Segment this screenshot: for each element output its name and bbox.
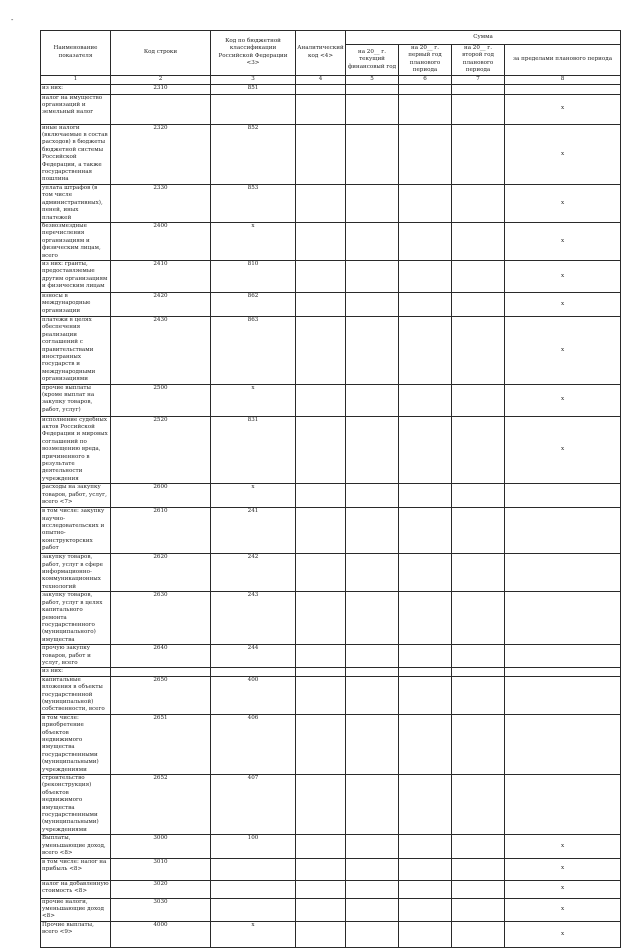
row-first-plan-year [399, 184, 452, 222]
row-budget-code: 242 [211, 554, 296, 592]
row-name: Прочие выплаты, всего <9> [41, 921, 111, 947]
row-line-code [111, 668, 211, 676]
row-first-plan-year [399, 858, 452, 880]
row-second-plan-year [452, 775, 505, 835]
row-beyond-plan [505, 668, 621, 676]
row-analytic-code [296, 858, 346, 880]
row-name: в том числе: налог на прибыль <8> [41, 858, 111, 880]
row-second-plan-year [452, 554, 505, 592]
row-name: в том числе: приобретение объектов недвижимого имущества государственными (муниципальными) учреждениями [41, 714, 111, 774]
row-budget-code: 862 [211, 292, 296, 316]
column-number: 8 [505, 75, 621, 84]
row-budget-code [211, 880, 296, 898]
row-current-year [346, 292, 399, 316]
table-row [41, 898, 621, 921]
row-budget-code: 100 [211, 835, 296, 858]
row-analytic-code [296, 676, 346, 714]
row-budget-code: 407 [211, 775, 296, 835]
row-analytic-code [296, 84, 346, 94]
row-current-year [346, 508, 399, 554]
row-first-plan-year [399, 714, 452, 774]
row-first-plan-year [399, 554, 452, 592]
row-budget-code [211, 94, 296, 124]
table-row [41, 858, 621, 880]
row-analytic-code [296, 645, 346, 668]
row-second-plan-year [452, 921, 505, 947]
row-current-year [346, 484, 399, 508]
row-line-code: 2500 [111, 384, 211, 416]
row-name: Выплаты, уменьшающие доход, всего <8> [41, 835, 111, 858]
table-row [41, 484, 621, 508]
row-line-code: 2310 [111, 84, 211, 94]
row-budget-code: 863 [211, 316, 296, 384]
row-budget-code: x [211, 222, 296, 260]
row-name: из них: [41, 84, 111, 94]
row-name: платежи в целях обеспечения реализации соглашений с правительствами иностранных государств и международными организациями [41, 316, 111, 384]
row-current-year [346, 184, 399, 222]
column-number: 3 [211, 75, 296, 84]
row-first-plan-year [399, 592, 452, 645]
row-line-code: 2600 [111, 484, 211, 508]
row-name: взносы в международные организации [41, 292, 111, 316]
row-second-plan-year [452, 260, 505, 292]
row-line-code: 4000 [111, 921, 211, 947]
row-first-plan-year [399, 384, 452, 416]
row-name: уплата штрафов (в том числе административных), пеней, иных платежей [41, 184, 111, 222]
row-first-plan-year [399, 775, 452, 835]
row-second-plan-year [452, 858, 505, 880]
row-beyond-plan: x [505, 184, 621, 222]
row-line-code: 3000 [111, 835, 211, 858]
row-budget-code: x [211, 921, 296, 947]
row-analytic-code [296, 184, 346, 222]
row-budget-code: 241 [211, 508, 296, 554]
row-line-code: 3020 [111, 880, 211, 898]
row-second-plan-year [452, 676, 505, 714]
row-analytic-code [296, 554, 346, 592]
row-name: расходы на закупку товаров, работ, услуг, всего <7> [41, 484, 111, 508]
row-budget-code: 243 [211, 592, 296, 645]
row-beyond-plan: x [505, 880, 621, 898]
row-name: прочую закупку товаров, работ и услуг, всего [41, 645, 111, 668]
row-name: закупку товаров, работ, услуг в сфере информационно-коммуникационных технологий [41, 554, 111, 592]
row-line-code: 2320 [111, 124, 211, 184]
row-budget-code [211, 898, 296, 921]
row-first-plan-year [399, 124, 452, 184]
row-beyond-plan [505, 84, 621, 94]
header-budget-code: Код по бюджетной классификации Российской Федерации <3> [211, 31, 296, 76]
row-second-plan-year [452, 714, 505, 774]
table-row [41, 645, 621, 668]
row-second-plan-year [452, 484, 505, 508]
table-row [41, 292, 621, 316]
table-row [41, 316, 621, 384]
row-first-plan-year [399, 668, 452, 676]
table-row [41, 508, 621, 554]
row-budget-code: 852 [211, 124, 296, 184]
row-analytic-code [296, 384, 346, 416]
row-analytic-code [296, 592, 346, 645]
row-name: налог на добавленную стоимость <8> [41, 880, 111, 898]
row-line-code: 3030 [111, 898, 211, 921]
row-second-plan-year [452, 222, 505, 260]
row-analytic-code [296, 416, 346, 484]
row-current-year [346, 898, 399, 921]
row-current-year [346, 775, 399, 835]
row-first-plan-year [399, 316, 452, 384]
row-analytic-code [296, 94, 346, 124]
row-analytic-code [296, 835, 346, 858]
table-row [41, 592, 621, 645]
row-line-code: 2420 [111, 292, 211, 316]
column-number: 2 [111, 75, 211, 84]
row-first-plan-year [399, 416, 452, 484]
corner-mark: - [11, 16, 14, 24]
table-row [41, 775, 621, 835]
row-line-code: 2330 [111, 184, 211, 222]
row-beyond-plan: x [505, 260, 621, 292]
header-analytic-code: Аналитический код <4> [296, 31, 346, 76]
column-number: 6 [399, 75, 452, 84]
row-beyond-plan: x [505, 384, 621, 416]
row-name: прочие налоги, уменьшающие доход <8> [41, 898, 111, 921]
row-first-plan-year [399, 835, 452, 858]
row-line-code: 2651 [111, 714, 211, 774]
row-current-year [346, 384, 399, 416]
row-name: капитальные вложения в объекты государственной (муниципальной) собственности, всего [41, 676, 111, 714]
row-current-year [346, 416, 399, 484]
row-line-code: 2630 [111, 592, 211, 645]
row-line-code: 2652 [111, 775, 211, 835]
row-beyond-plan: x [505, 921, 621, 947]
row-beyond-plan [505, 676, 621, 714]
column-number: 7 [452, 75, 505, 84]
header-beyond-plan: за пределами планового периода [505, 45, 621, 76]
header-sum: Сумма [346, 31, 621, 45]
row-current-year [346, 84, 399, 94]
row-first-plan-year [399, 676, 452, 714]
column-number: 1 [41, 75, 111, 84]
row-current-year [346, 676, 399, 714]
financial-plan-table [40, 30, 621, 948]
row-beyond-plan: x [505, 124, 621, 184]
row-second-plan-year [452, 880, 505, 898]
row-current-year [346, 592, 399, 645]
table-row [41, 676, 621, 714]
table-row [41, 384, 621, 416]
column-number: 4 [296, 75, 346, 84]
row-beyond-plan [505, 714, 621, 774]
row-analytic-code [296, 484, 346, 508]
row-name: из них: [41, 668, 111, 676]
row-budget-code [211, 668, 296, 676]
row-current-year [346, 316, 399, 384]
row-budget-code: 810 [211, 260, 296, 292]
row-second-plan-year [452, 84, 505, 94]
row-current-year [346, 124, 399, 184]
table-row [41, 222, 621, 260]
row-first-plan-year [399, 292, 452, 316]
table-row [41, 714, 621, 774]
row-analytic-code [296, 316, 346, 384]
row-name: безвозмездные перечисления организациям и физическим лицам, всего [41, 222, 111, 260]
row-name: закупку товаров, работ, услуг в целях капитального ремонта государственного (муниципального) имущества [41, 592, 111, 645]
row-beyond-plan [505, 508, 621, 554]
row-beyond-plan: x [505, 292, 621, 316]
row-line-code: 3010 [111, 858, 211, 880]
row-line-code: 2520 [111, 416, 211, 484]
row-current-year [346, 668, 399, 676]
header-second-plan-year: на 20__ г. второй год планового периода [452, 45, 505, 76]
row-analytic-code [296, 222, 346, 260]
row-second-plan-year [452, 898, 505, 921]
row-beyond-plan: x [505, 898, 621, 921]
row-first-plan-year [399, 508, 452, 554]
row-beyond-plan [505, 775, 621, 835]
row-line-code: 2610 [111, 508, 211, 554]
column-number: 5 [346, 75, 399, 84]
row-first-plan-year [399, 898, 452, 921]
column-number-row [41, 75, 621, 84]
row-current-year [346, 858, 399, 880]
row-current-year [346, 222, 399, 260]
row-beyond-plan [505, 484, 621, 508]
row-beyond-plan: x [505, 416, 621, 484]
row-first-plan-year [399, 222, 452, 260]
row-analytic-code [296, 508, 346, 554]
row-analytic-code [296, 775, 346, 835]
row-first-plan-year [399, 921, 452, 947]
row-first-plan-year [399, 84, 452, 94]
row-budget-code: x [211, 384, 296, 416]
row-second-plan-year [452, 316, 505, 384]
row-line-code: 2650 [111, 676, 211, 714]
row-analytic-code [296, 921, 346, 947]
row-beyond-plan [505, 645, 621, 668]
row-budget-code: 853 [211, 184, 296, 222]
row-second-plan-year [452, 184, 505, 222]
header-first-plan-year: на 20__ г. первый год планового периода [399, 45, 452, 76]
row-name: иные налоги (включаемые в состав расходов) в бюджеты бюджетной системы Российской Федерации, а также государственная пошлина [41, 124, 111, 184]
table-row [41, 880, 621, 898]
row-first-plan-year [399, 260, 452, 292]
row-budget-code: 851 [211, 84, 296, 94]
row-name: в том числе: закупку научно-исследовательских и опытно-конструкторских работ [41, 508, 111, 554]
row-beyond-plan [505, 592, 621, 645]
row-second-plan-year [452, 384, 505, 416]
table-row [41, 260, 621, 292]
header-indicator: Наименование показателя [41, 31, 111, 76]
row-current-year [346, 714, 399, 774]
row-beyond-plan: x [505, 222, 621, 260]
row-second-plan-year [452, 668, 505, 676]
row-budget-code [211, 858, 296, 880]
table-row [41, 554, 621, 592]
row-budget-code: 831 [211, 416, 296, 484]
row-name: строительство (реконструкция) объектов недвижимого имущества государственными (муниципальными) учреждениями [41, 775, 111, 835]
row-line-code: 2620 [111, 554, 211, 592]
row-first-plan-year [399, 94, 452, 124]
row-analytic-code [296, 898, 346, 921]
row-current-year [346, 880, 399, 898]
row-line-code [111, 94, 211, 124]
row-line-code: 2400 [111, 222, 211, 260]
row-second-plan-year [452, 416, 505, 484]
row-second-plan-year [452, 508, 505, 554]
row-name: налог на имущество организаций и земельный налог [41, 94, 111, 124]
row-analytic-code [296, 714, 346, 774]
row-line-code: 2640 [111, 645, 211, 668]
row-current-year [346, 554, 399, 592]
row-first-plan-year [399, 484, 452, 508]
row-second-plan-year [452, 292, 505, 316]
row-name: из них: гранты, предоставляемые другим организациям и физическим лицам [41, 260, 111, 292]
table-row [41, 668, 621, 676]
row-first-plan-year [399, 880, 452, 898]
row-second-plan-year [452, 592, 505, 645]
row-budget-code: 244 [211, 645, 296, 668]
row-name: исполнение судебных актов Российской Федерации и мировых соглашений по возмещению вреда, причиненного в результате деятельности учреждения [41, 416, 111, 484]
row-analytic-code [296, 292, 346, 316]
row-current-year [346, 260, 399, 292]
row-second-plan-year [452, 645, 505, 668]
row-budget-code: x [211, 484, 296, 508]
row-beyond-plan: x [505, 316, 621, 384]
row-beyond-plan: x [505, 858, 621, 880]
row-line-code: 2430 [111, 316, 211, 384]
row-beyond-plan: x [505, 835, 621, 858]
row-line-code: 2410 [111, 260, 211, 292]
table-row [41, 124, 621, 184]
row-beyond-plan [505, 554, 621, 592]
row-budget-code: 406 [211, 714, 296, 774]
row-second-plan-year [452, 94, 505, 124]
row-analytic-code [296, 124, 346, 184]
row-current-year [346, 94, 399, 124]
row-current-year [346, 835, 399, 858]
table-row [41, 184, 621, 222]
row-first-plan-year [399, 645, 452, 668]
row-analytic-code [296, 668, 346, 676]
row-name: прочие выплаты (кроме выплат на закупку товаров, работ, услуг) [41, 384, 111, 416]
row-beyond-plan: x [505, 94, 621, 124]
table-row [41, 921, 621, 947]
row-analytic-code [296, 880, 346, 898]
row-budget-code: 400 [211, 676, 296, 714]
row-current-year [346, 921, 399, 947]
header-current-year: на 20__ г. текущий финансовый год [346, 45, 399, 76]
row-second-plan-year [452, 124, 505, 184]
table-row [41, 835, 621, 858]
table-row [41, 94, 621, 124]
row-current-year [346, 645, 399, 668]
row-second-plan-year [452, 835, 505, 858]
row-analytic-code [296, 260, 346, 292]
header-line-code: Код строки [111, 31, 211, 76]
table-row [41, 416, 621, 484]
table-row [41, 84, 621, 94]
